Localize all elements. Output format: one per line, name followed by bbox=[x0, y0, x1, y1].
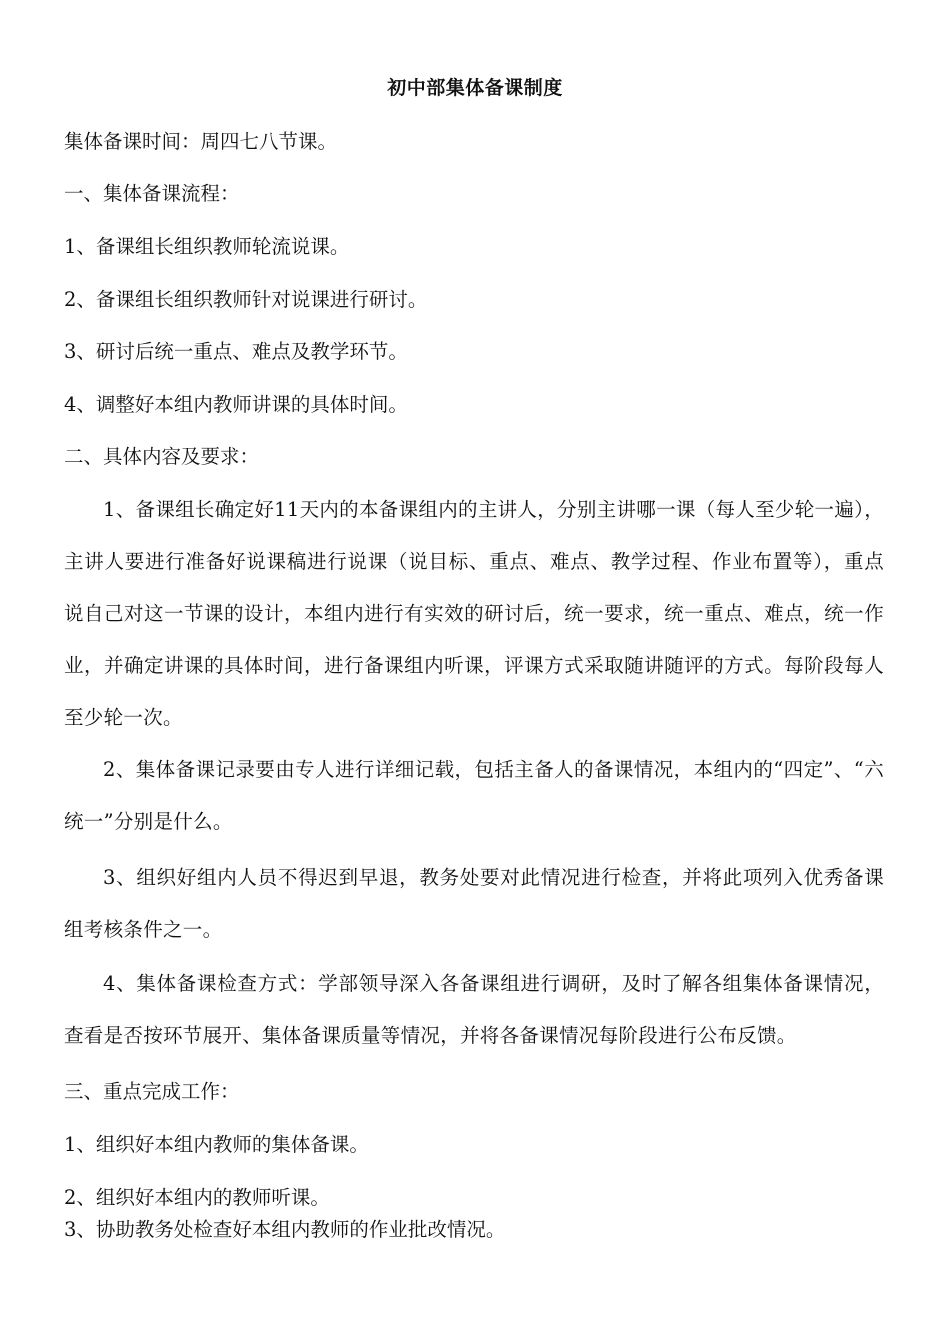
requirement-paragraph-4: 4、集体备课检查方式：学部领导深入各备课组进行调研，及时了解各组集体备课情况，查看是否按环节展开、集体备课质量等情况，并将各备课情况每阶段进行公布反馈。 bbox=[64, 972, 884, 1047]
key-work-item-2: 2、组织好本组内的教师听课。 bbox=[64, 1186, 330, 1209]
key-work-item-3: 3、协助教务处检查好本组内教师的作业批改情况。 bbox=[64, 1218, 506, 1241]
requirement-paragraph-1: 1、备课组长确定好11天内的本备课组内的主讲人，分别主讲哪一课（每人至少轮一遍），主讲人要进行准备好说课稿进行说课（说目标、重点、难点、教学过程、作业布置等），重点说自己对这一节课的设计，本组内进行有实效的研讨后，统一要求，统一重点、难点，统一作业，并确定讲课的具体时间，进行备课组内听课，评课方式采取随讲随评的方式。每阶段每人至少轮一次。 bbox=[64, 498, 884, 729]
section-heading-key-work: 三、重点完成工作： bbox=[64, 1080, 240, 1103]
document-title: 初中部集体备课制度 bbox=[387, 77, 563, 99]
section-heading-requirements: 二、具体内容及要求： bbox=[64, 445, 260, 468]
section-heading-process: 一、集体备课流程： bbox=[64, 182, 240, 205]
requirement-paragraph-2: 2、集体备课记录要由专人进行详细记载，包括主备人的备课情况，本组内的“四定”、“六统一”分别是什么。 bbox=[64, 758, 884, 833]
process-item-4: 4、调整好本组内教师讲课的具体时间。 bbox=[64, 393, 408, 416]
key-work-item-1: 1、组织好本组内教师的集体备课。 bbox=[64, 1133, 369, 1156]
requirement-paragraph-3: 3、组织好组内人员不得迟到早退，教务处要对此情况进行检查，并将此项列入优秀备课组考核条件之一。 bbox=[64, 866, 884, 941]
meeting-time-line: 集体备课时间：周四七八节课。 bbox=[64, 130, 338, 153]
process-item-2: 2、备课组长组织教师针对说课进行研讨。 bbox=[64, 288, 428, 311]
process-item-3: 3、研讨后统一重点、难点及教学环节。 bbox=[64, 340, 408, 363]
process-item-1: 1、备课组长组织教师轮流说课。 bbox=[64, 235, 350, 258]
